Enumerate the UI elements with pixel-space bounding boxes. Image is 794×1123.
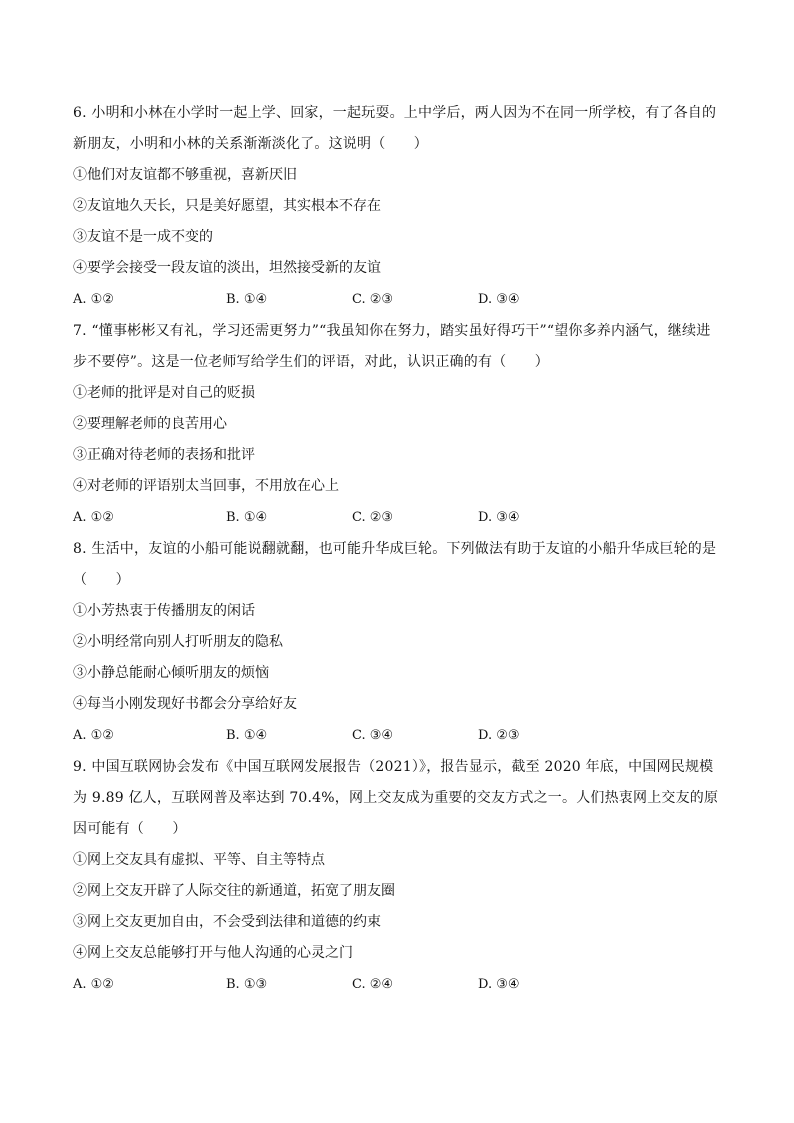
choice-a: A. ①② <box>73 728 114 743</box>
choice-c: C. ②④ <box>352 977 394 992</box>
statement-4: ④每当小刚发现好书都会分享给好友 <box>73 696 297 712</box>
question-6 <box>73 98 723 315</box>
choice-c: C. ③④ <box>352 728 394 743</box>
statement-1: ①小芳热衷于传播朋友的闲话 <box>73 603 255 619</box>
statement-2: ②友谊地久天长，只是美好愿望，其实根本不存在 <box>73 198 381 214</box>
choice-b: B. ①④ <box>226 510 268 525</box>
statement-4: ④对老师的评语别太当回事，不用放在心上 <box>73 478 339 494</box>
choice-a: A. ①② <box>73 510 114 525</box>
question-stem: 7. “懂事彬彬又有礼，学习还需更努力”“我虽知你在努力，踏实虽好得巧干”“望你多养内涵气，继续进步不要停”。这是一位老师写给学生们的评语，对此，认识正确的有（ ） <box>73 323 711 370</box>
choice-b: B. ①④ <box>226 728 268 743</box>
statement-3: ③友谊不是一成不变的 <box>73 229 213 245</box>
answer-choices <box>73 284 723 315</box>
choice-b: B. ①③ <box>226 977 268 992</box>
choice-a: A. ①② <box>73 292 114 307</box>
statement-1: ①老师的批评是对自己的贬损 <box>73 385 255 401</box>
statement-2: ②要理解老师的良苦用心 <box>73 416 227 432</box>
question-stem: 9. 中国互联网协会发布《中国互联网发展报告（2021）》，报告显示，截至 2020 年底，中国网民规模为 9.89 亿人，互联网普及率达到 70.4%，网上交友成为重要的交友方式之一。人们热衷网上交友的原因可能有（ ） <box>73 759 719 837</box>
answer-choices <box>73 969 723 1000</box>
choice-b: B. ①④ <box>226 292 268 307</box>
question-7 <box>73 316 723 533</box>
choice-d: D. ③④ <box>478 510 520 525</box>
choice-c: C. ②③ <box>352 292 394 307</box>
choice-d: D. ③④ <box>478 292 520 307</box>
statement-1: ①网上交友具有虚拟、平等、自主等特点 <box>73 852 325 868</box>
choice-c: C. ②③ <box>352 510 394 525</box>
statement-3: ③网上交友更加自由，不会受到法律和道德的约束 <box>73 914 381 930</box>
statement-4: ④网上交友总能够打开与他人沟通的心灵之门 <box>73 945 353 961</box>
choice-d: D. ③④ <box>478 977 520 992</box>
statement-3: ③正确对待老师的表扬和批评 <box>73 447 255 463</box>
answer-choices <box>73 720 723 751</box>
question-8 <box>73 534 723 751</box>
choice-a: A. ①② <box>73 977 114 992</box>
question-9 <box>73 752 723 1000</box>
answer-choices <box>73 502 723 533</box>
statement-4: ④要学会接受一段友谊的淡出，坦然接受新的友谊 <box>73 260 381 276</box>
question-stem: 6. 小明和小林在小学时一起上学、回家，一起玩耍。上中学后，两人因为不在同一所学校，有了各自的新朋友，小明和小林的关系渐渐淡化了。这说明（ ） <box>73 105 717 152</box>
statement-1: ①他们对友谊都不够重视，喜新厌旧 <box>73 167 297 183</box>
statement-2: ②小明经常向别人打听朋友的隐私 <box>73 634 283 650</box>
choice-d: D. ②③ <box>478 728 520 743</box>
question-stem: 8. 生活中，友谊的小船可能说翻就翻，也可能升华成巨轮。下列做法有助于友谊的小船升华成巨轮的是（ ） <box>73 541 717 588</box>
statement-3: ③小静总能耐心倾听朋友的烦恼 <box>73 665 269 681</box>
statement-2: ②网上交友开辟了人际交往的新通道，拓宽了朋友圈 <box>73 883 395 899</box>
